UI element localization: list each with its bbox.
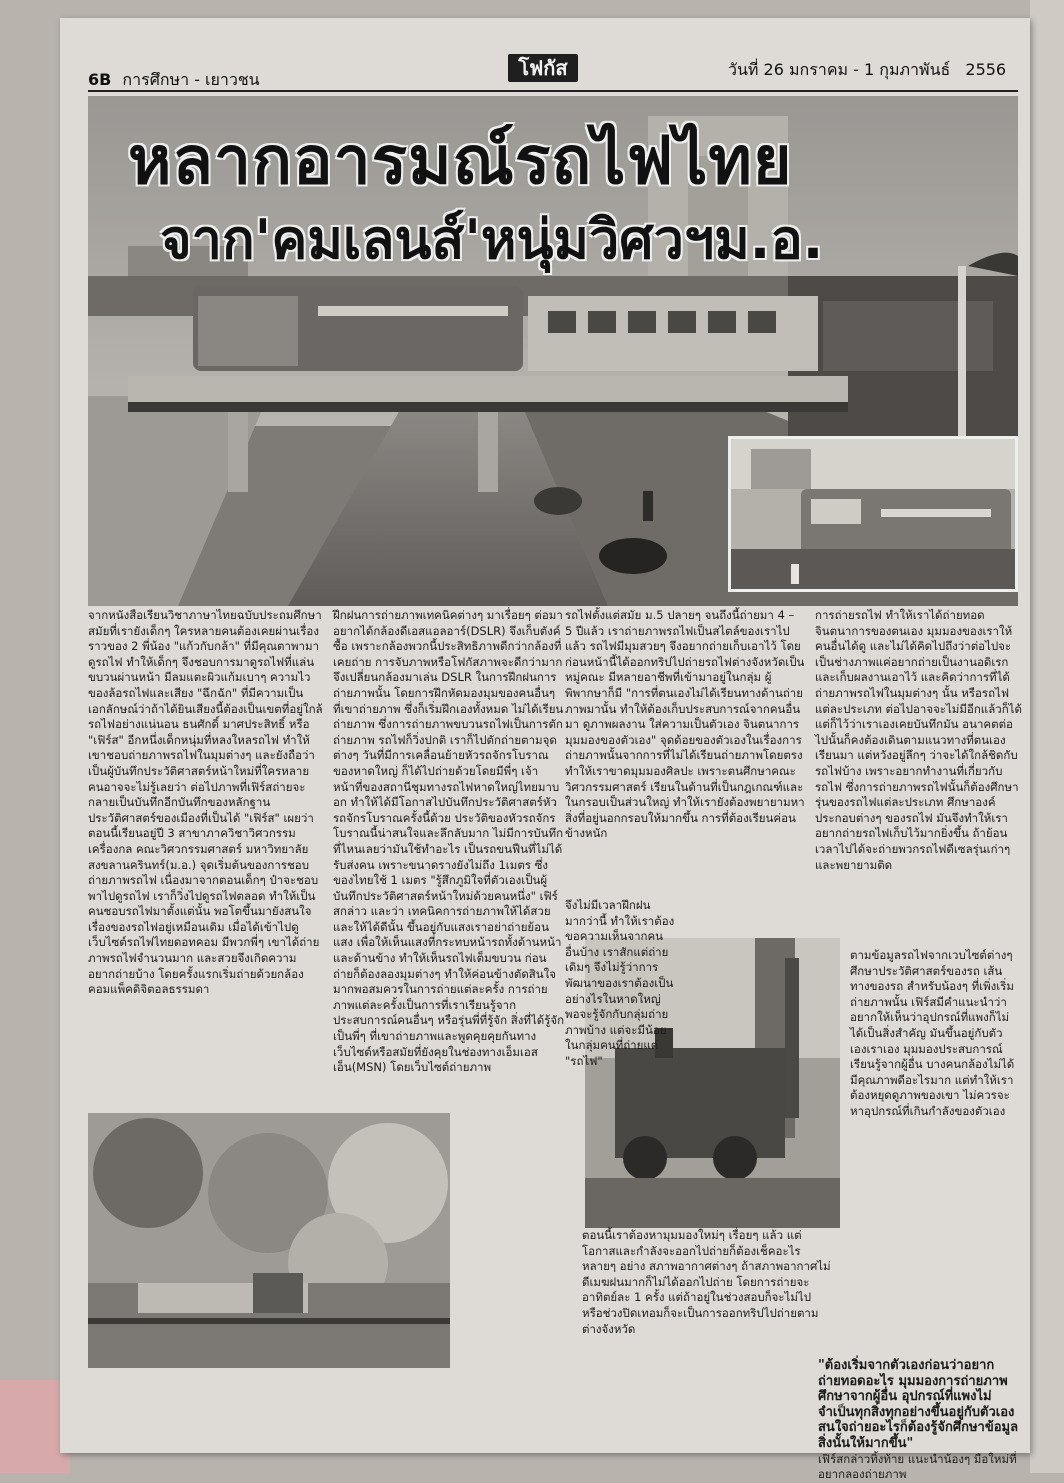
adjacent-page: [1030, 0, 1064, 1473]
column-4-paragraph: การถ่ายรถไฟ ทำให้เราได้ถ่ายทอดจินตนาการของตนเอง มุมมองของเราให้คนอื่นได้ดู และไม่ได้คิดไปถึงว่าต่อไปจะเป็นช่างภาพแค่อยากถ่ายเป็นงานอดิเรก และเก็บผลงานเอาไว้ และคิดว่าการที่ได้ถ่ายภาพรถไฟในมุมต่างๆ นั้น หรือรถไฟแต่ละประเภท ต่อไปอาจจะไม่มีอีกแล้วก็ได้ แต่ก็ไว้ว่าเราเองเคยบันทึกมัน อนาคตต่อไปนั้นก็คงต้องเดินตามแนวทางที่ตนเองเรียนมา แต่หวังอยู่ลึกๆ ว่าจะได้ใกล้ชิดกับรถไฟบ้าง เพราะอยากทำงานที่เกี่ยวกับรถไฟ ซึ่งการถ่ายภาพรถไฟนั้นก็ต้องศึกษารุ่นของรถไฟแต่ละประเภท ศึกษาองค์ประกอบต่างๆ ของรถไฟ มันจึงทำให้เราอยากถ่ายรถไฟเก็บไว้มากยิ่งขึ้น ถ้าย้อนเวลาไปได้จะถ่ายพวกรถไฟดีเซลรุ่นเก่าๆ และพยายามติด: [815, 608, 1022, 872]
masthead-logo: โฟกัส: [508, 54, 578, 82]
column-4b-paragraph: ตามข้อมูลรถไฟจากเวบไซต์ต่างๆ ศึกษาประวัติศาสตร์ของรถ เส้นทางของรถ สำหรับน้องๆ ที่เพิ่งเริ่มถ่ายภาพนั้น เฟิร์สมีคำแนะนำว่า อยากให้เห็นว่าอุปกรณ์ที่แพงก็ไม่ได้เป็นสิ่งสำคัญ มันขึ้นอยู่กับตัวเองเราเอง มุมมองประสบการณ์เรียนรู้จากผู้อื่น บางคนกล้องไม่ได้มีคุณภาพดีอะไรมาก แต่ทำให้เราต้องหยุดดูภาพของเขา ไม่ควรจะหาอุปกรณ์ที่เกินกำลังของตัวเอง: [850, 948, 1015, 1118]
column-1-text: [88, 608, 323, 1113]
headline-line-1: หลากอารมณ์รถไฟไทย: [128, 122, 793, 199]
column-4c-text: [818, 1358, 1028, 1482]
date-text: วันที่ 26 มกราคม - 1 กุมภาพันธ์: [728, 60, 951, 79]
header-rule: [88, 90, 1018, 92]
pull-quote: "ต้องเริ่มจากตัวเองก่อนว่าอยากถ่ายทอดอะไร มุมมองการถ่ายภาพศึกษาจากผู้อื่น อุปกรณ์ที่แพงไม่จำเป็นทุกสิ่งทุกอย่างขึ้นอยู่กับตัวเอง สนใจถ่ายอะไรก็ต้องรู้จักศึกษาข้อมูลสิ่งนั้นให้มากขึ้น": [818, 1358, 1019, 1451]
column-1-paragraph: จากหนังสือเรียนวิชาภาษาไทยฉบับประถมศึกษา สมัยที่เรายังเด็กๆ ใครหลายคนต้องเคยผ่านเรื่องราวของ 2 พี่น้อง "แก้วกับกล้า" ที่มีคุณตาพามาดูรถไฟ ทำให้เด็กๆ จึงชอบการมาดูรถไฟที่แล่นขบวนผ่านหน้า มีลมแตะผิวแก้มเบาๆ ความไวของล้อรถไฟและเสียง "ฉึกฉัก" ที่มีความเป็นเอกลักษณ์ว่าถ้าได้ยินเสียงนี้ต้องเป็นเขตที่อยู่ใกล้รถไฟอย่างแน่นอน ธนศักดิ์ มาศประสิทธิ์ หรือ "เฟิร์ส" อีกหนึ่งเด็กหนุ่มที่หลงใหลรถไฟ ทำให้เขาชอบถ่ายภาพรถไฟในมุมต่างๆ และยังถือว่าเป็นผู้บันทึกประวัติศาสตร์หน้าใหม่ที่ใครหลายคนอาจจะไม่รู้เลยว่า ต่อไปภาพที่เฟิร์สถ่ายจะกลายเป็นบันทึกอีกบันทึกของหลักฐานประวัติศาสตร์ของเมืองที่เป็นได้ "เฟิร์ส" เผยว่า ตอนนี้เรียนอยู่ปี 3 สาขาภาควิชาวิศวกรรมเครื่องกล คณะวิศวกรรมศาสตร์ มหาวิทยาลัยสงขลานครินทร์(ม.อ.) จุดเริ่มต้นของการชอบถ่ายภาพรถไฟ เนื่องมาจากตอนเด็กๆ ป๋าจะชอบพาไปดูรถไฟ เราก็วิ่งไปดูรถไฟตลอด ทำให้เป็นคนชอบรถไฟมาตั้งแต่นั้น พอโตขึ้นมายังสนใจเรื่องของรถไฟอยู่เหมือนเดิม เมื่อได้เข้าไปดูเว็บไซต์รถไฟไทยดอทคอม มีพวกพี่ๆ เขาได้ถ่ายภาพรถไฟจำนวนมาก และสวยจึงเกิดความอยากถ่ายบ้าง โดยครั้งแรกเริ่มถ่ายด้วยกล้องคอมแพ็คดิจิตอลธรรมดา: [88, 608, 323, 997]
column-3-paragraph: รถไฟตั้งแต่สมัย ม.5 ปลายๆ จนถึงนี้ถ่ายมา 4 – 5 ปีแล้ว เราถ่ายภาพรถไฟเป็นสไตล์ของเราไปแล้ว รถไฟมีมุมสวยๆ จึงอยากถ่ายเก็บเอาไว้ โดยก่อนหน้านี้ได้ออกทริปไปถ่ายรถไฟต่างจังหวัดเป็นหมู่คณะ มีหลายอาชีพที่เข้ามาอยู่ในกลุ่ม ผู้พิพากษาก็มี "การที่ตนเองไม่ได้เรียนทางด้านถ่ายภาพมานั้น ทำให้ต้องเก็บประสบการณ์จากคนอื่นมา ดูภาพผลงาน ใส่ความเป็นตัวเอง จินตนาการ มุมมองของตัวเอง" จุดด้อยของตัวเองในเรื่องการถ่ายภาพนั้นจากการที่ไม่ได้เรียนถ่ายภาพโดยตรง ทำให้เราขาดมุมมองศิลปะ เพราะตนศึกษาคณะวิศวกรรมศาสตร์ เรียนในด้านที่เป็นกฎเกณฑ์และในกรอบเป็นส่วนใหญ่ ทำให้เรายังต้องพยายามหาสิ่งที่อยู่นอกกรอบให้มากขึ้น การที่ต้องเรียนค่อนข้างหนัก: [565, 608, 805, 841]
column-2-text: [333, 608, 565, 1348]
column-3d-text: [582, 1228, 832, 1453]
section-name: การศึกษา - เยาวชน: [122, 70, 260, 89]
column-4b-text: [850, 948, 1018, 1388]
inset-photo-locomotive: [728, 436, 1018, 592]
column-3b-text: [565, 898, 675, 1258]
headline-line-2: จาก'คมเลนส์'หนุ่มวิศวฯม.อ.: [160, 208, 824, 271]
closing-line: เฟิร์สกล่าวทิ้งท้าย แนะนำน้องๆ มือใหม่ที่อยากลองถ่ายภาพ: [818, 1451, 1017, 1482]
column-2-paragraph: ฝึกฝนการถ่ายภาพเทคนิคต่างๆ มาเรื่อยๆ ต่อมาอยากได้กล้องดีเอสแอลอาร์(DSLR) จึงเก็บตังค์ซื้อ เพราะกล้องพวกนี้ประสิทธิภาพดีกว่ากล้องที่เคยถ่าย การจับภาพหรือโฟกัสภาพจะดีกว่ามาก จึงเปลี่ยนกล้องมาเล่น DSLR ในการฝึกฝนการถ่ายภาพนั้น โดยการฝึกหัดมองมุมของคนอื่นๆ ที่เขาถ่ายภาพ ซึ่งก็เริ่มฝึกเองทั้งหมด ไม่ได้เรียนถ่ายภาพ ซึ่งการถ่ายภาพขบวนรถไฟเป็นการตักถ่ายภาพ รถไฟก็วิ่งปกติ เราก็ไปตักถ่ายตามจุดต่างๆ วันที่มีการเคลื่อนย้ายหัวรถจักรโบราณของหาดใหญ่ ก็ได้ไปถ่ายด้วยโดยมีพี่ๆ เจ้าหน้าที่ของสถานีชุมทางรถไฟหาดใหญ่ไทยมาบอก ทำให้ได้มีโอกาสไปบันทึกประวัติศาสตร์หัวรถจักรโบราณครั้งนี้ด้วย ประวัติของหัวรถจักรโบราณนี้น่าสนใจและลึกลับมาก ไม่มีการบันทึกที่ไหนเลยว่ามันใช้ทำอะไร เป็นรถขนฟืนที่ไม่ได้รับส่งคน เพราะขนาดรางยังไม่ถึง 1เมตร ซึ่งของไทยใช้ 1 เมตร "รู้สึกภูมิใจที่ตัวเองเป็นผู้บันทึกประวัติศาสตร์หน้าใหม่ด้วยคนหนึ่ง" เฟิร์สกล่าว และว่า เทคนิคการถ่ายภาพให้ได้สวยและให้ได้ดีนั้น ขึ้นอยู่กับแสงเราอย่าถ่ายย้อนแสง เพื่อให้เห็นแสงที่กระทบหน้ารถทั้งด้านหน้าและด้านข้าง ทำให้เห็นรถไฟเต็มขบวน ก่อนถ่ายก็ต้องลองมุมต่างๆ ทำให้ค่อนข้างตัดสินใจมากพอสมควรในการถ่ายแต่ละครั้ง การถ่ายภาพแต่ละครั้งเป็นการที่เราเรียนรู้จากประสบการณ์คนอื่นๆ หรือรุ่นพี่ที่รู้จัก สิ่งที่ได้รู้จักเป็นพี่ๆ ที่เขาถ่ายภาพและพูดคุยคุยกันทางเว็บไซต์หรือสมัยที่ยังคุยในช่องทางเอ็มเอสเอ็น(MSN) โดยเว็บไซต์ถ่ายภาพ: [333, 608, 565, 1075]
section-number: 6B: [88, 70, 112, 89]
year-text: 2556: [965, 60, 1007, 79]
newspaper-page: [60, 18, 1030, 1482]
column-3b-paragraph: จึงไม่มีเวลาฝึกฝนมากว่านี้ ทำให้เราต้องขอความเห็นจากคนอื่นบ้าง เราสักแต่ถ่ายเดิมๆ จึงไม่รู้ว่าการพัฒนาของเราต้องเป็นอย่างไรในหาดใหญ่พอจะรู้จักกับกลุ่มถ่ายภาพบ้าง แต่จะมีน้อยในกลุ่มคนที่ถ่ายแต่ "รถไฟ": [565, 898, 675, 1068]
column-4-text: [815, 608, 1025, 948]
column-3d-paragraph: ตอนนี้เราต้องหามุมมองใหม่ๆ เรื่อยๆ แล้ว แต่โอกาสและกำลังจะออกไปถ่ายก็ต้องเช็คอะไรหลายๆ อย่าง สภาพอากาศต่างๆ ถ้าสภาพอากาศไม่ดีเมฆฝนมากก็ไม่ได้ออกไปถ่าย โดยการถ่ายจะอาทิตย์ละ 1 ครั้ง แต่ถ้าอยู่ในช่วงสอบก็จะไม่ไป หรือช่วงปิดเทอมก็จะเป็นการออกทริปไปถ่ายตามต่างจังหวัด: [582, 1228, 831, 1336]
column-3-text: [565, 608, 805, 938]
issue-date: [728, 58, 1006, 83]
